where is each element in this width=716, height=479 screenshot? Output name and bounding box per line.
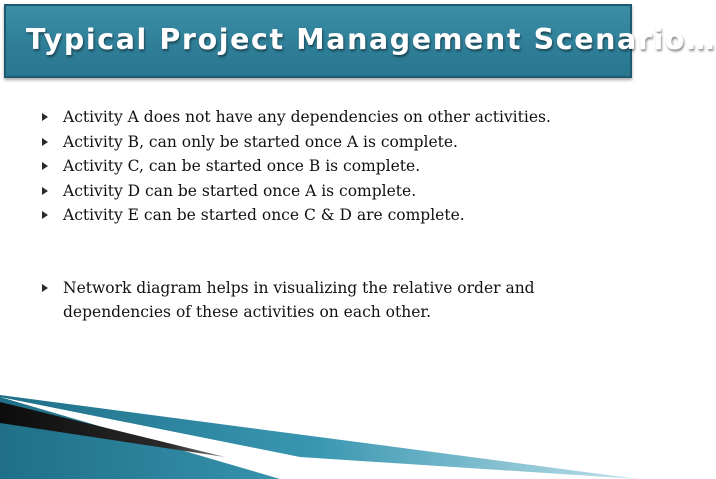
bullet-arrow-icon: [42, 113, 48, 121]
bullet-arrow-icon: [42, 211, 48, 219]
bullet-item-activity-b: [40, 130, 620, 155]
bullet-arrow-icon: [42, 162, 48, 170]
bullet-text: Activity C, can be started once B is complete.: [63, 157, 421, 175]
bullet-arrow-icon: [42, 138, 48, 146]
bullet-item-activity-c: [40, 154, 620, 179]
title-bar: [4, 4, 716, 78]
bullet-item-activity-d: [40, 179, 620, 204]
bullet-list: [40, 105, 620, 325]
bullet-text: Activity B, can only be started once A is complete.: [63, 132, 458, 151]
bullet-text: Activity D can be started once A is complete.: [63, 181, 417, 200]
bullet-item-activity-a: [40, 105, 620, 130]
bullet-text: Activity E can be started once C & D are complete.: [63, 206, 465, 224]
decorative-swoosh: [0, 395, 638, 479]
bullet-text: Activity A does not have any dependencies on other activities.: [63, 108, 551, 126]
bullet-item-activity-e: [40, 203, 620, 228]
bullet-item-network-diagram: [40, 276, 620, 325]
bullet-arrow-icon: [42, 187, 48, 195]
bullet-arrow-icon: [42, 284, 48, 292]
bullet-text: Network diagram helps in visualizing the relative order and dependencies of these activities on each other.: [63, 278, 535, 321]
slide-title: Typical Project Management Scenario…: [26, 23, 716, 56]
